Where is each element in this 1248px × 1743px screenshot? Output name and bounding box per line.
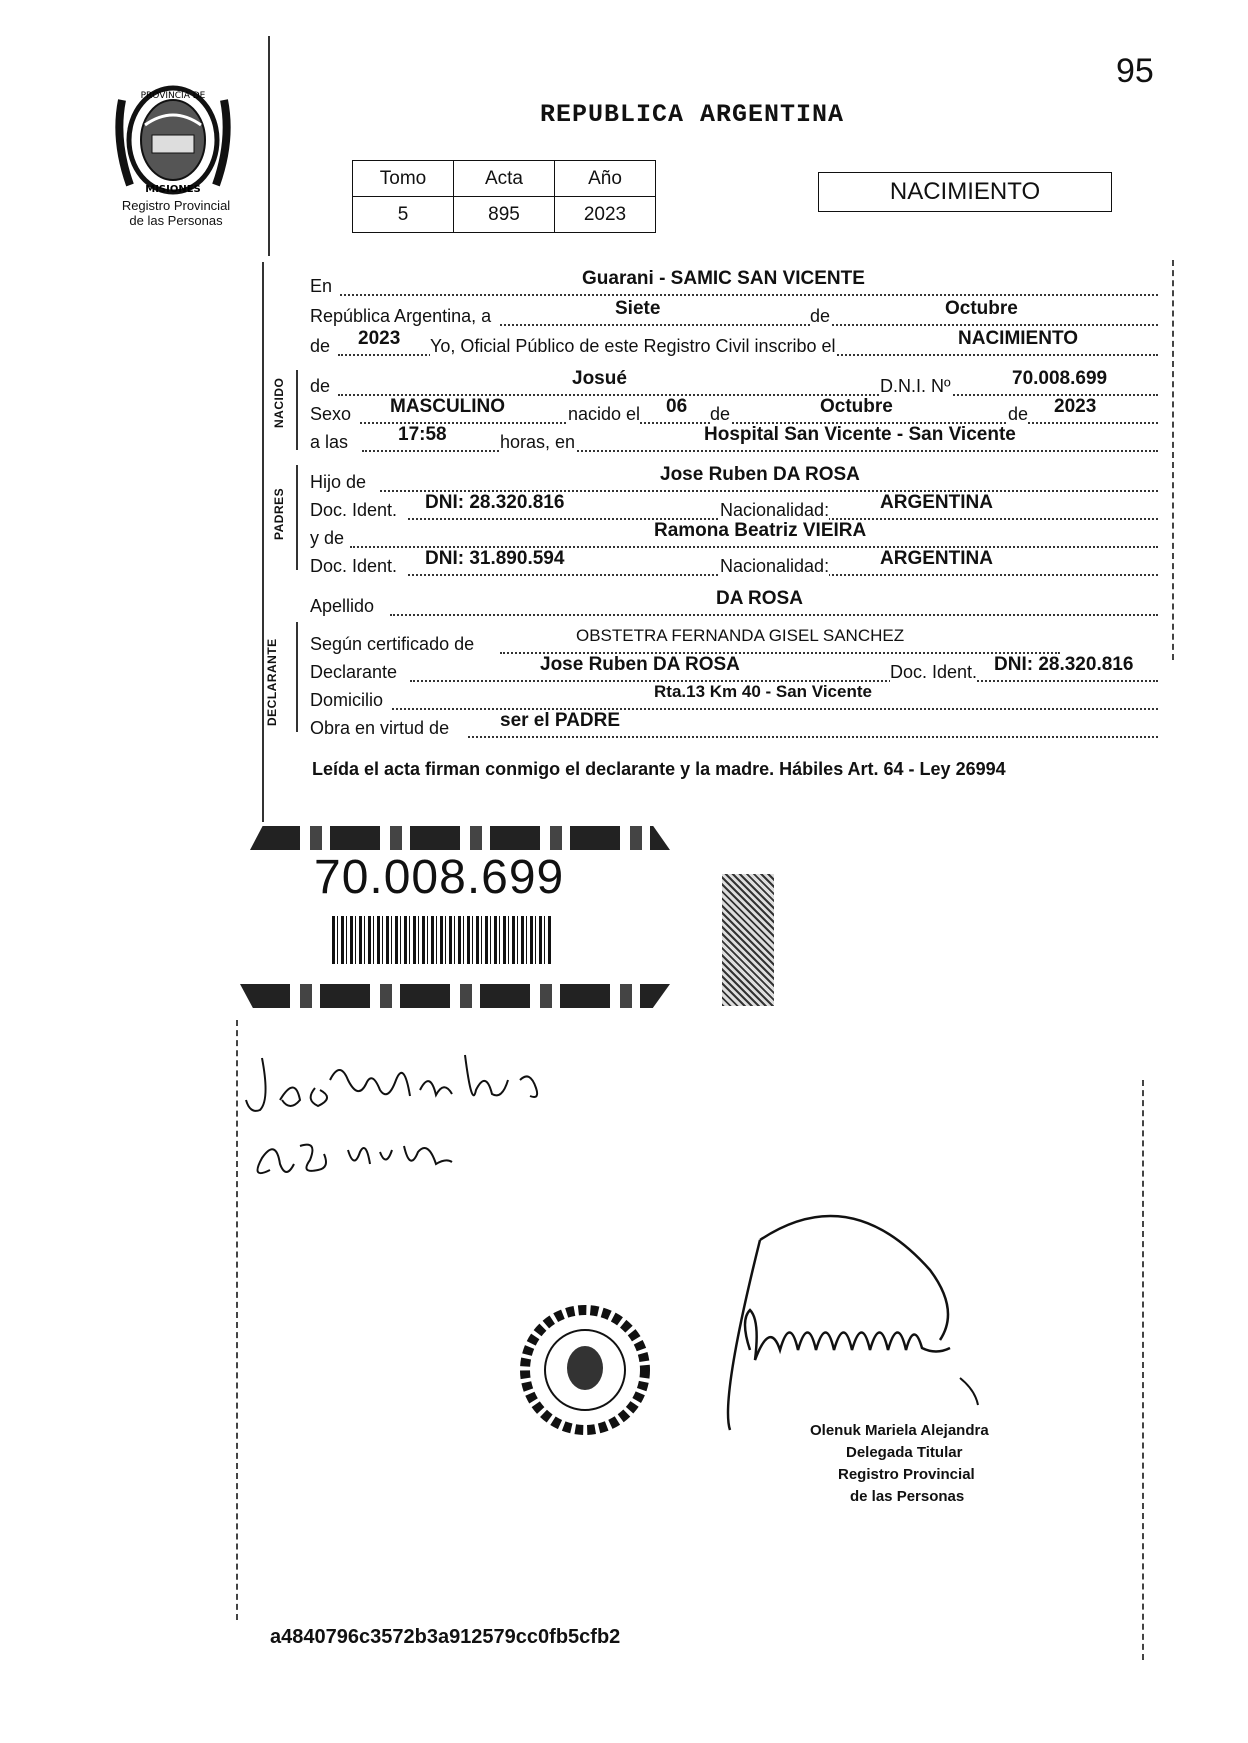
row-nacido-time: a las 17:58 horas, en Hospital San Vicente - San Vicente: [310, 432, 1158, 458]
row-nacido-sex: Sexo MASCULINO nacido el 06 de Octubre de 2023: [310, 404, 1158, 430]
birth-place: Hospital San Vicente - San Vicente: [704, 424, 1016, 445]
header-acta: Acta: [454, 161, 555, 197]
country-title: REPUBLICA ARGENTINA: [540, 100, 845, 129]
value-acta: 895: [454, 197, 555, 233]
security-band-bottom: [240, 984, 670, 1008]
place-value: Guarani - SAMIC SAN VICENTE: [582, 268, 865, 289]
declarant-name: Jose Ruben DA ROSA: [540, 654, 740, 675]
official-org-2: de las Personas: [850, 1488, 965, 1505]
row-date: República Argentina, a Siete de Octubre: [310, 306, 1158, 332]
father-name: Jose Ruben DA ROSA: [660, 464, 860, 485]
official-stamp-text: [810, 1420, 989, 1508]
margin-line: [268, 36, 270, 256]
surname-value: DA ROSA: [716, 588, 803, 609]
section-line-padres: [296, 465, 298, 570]
declarant-signature: [240, 1040, 580, 1210]
child-name: Josué: [572, 368, 627, 389]
row-surname: Apellido DA ROSA: [310, 596, 1158, 622]
row-declarant: Declarante Jose Ruben DA ROSA Doc. Ident. DNI: 28.320.816: [310, 662, 1158, 688]
barcode: [332, 916, 552, 964]
value-tomo: 5: [353, 197, 454, 233]
official-name: Olenuk Mariela Alejandra: [810, 1422, 989, 1439]
page-number: 95: [1116, 52, 1154, 90]
row-place: En Guarani - SAMIC SAN VICENTE: [310, 276, 1158, 302]
row-certificate: Según certificado de OBSTETRA FERNANDA GISEL SANCHEZ: [310, 634, 1158, 660]
mother-name: Ramona Beatriz VIEIRA: [654, 520, 867, 541]
official-round-stamp: [520, 1270, 650, 1470]
row-father: Hijo de Jose Ruben DA ROSA: [310, 472, 1158, 498]
dni-large-number: 70.008.699: [314, 851, 565, 904]
day-value: Siete: [615, 298, 661, 319]
closing-text: Leída el acta firman conmigo el declarante y la madre. Hábiles Art. 64 - Ley 26994: [312, 759, 1006, 779]
header-tomo: Tomo: [353, 161, 454, 197]
row-domicile: Domicilio Rta.13 Km 40 - San Vicente: [310, 690, 1158, 716]
act-word-value: NACIMIENTO: [958, 328, 1078, 349]
birth-day: 06: [666, 396, 688, 417]
svg-text:PROVINCIA DE: PROVINCIA DE: [140, 91, 206, 101]
header-anio: Año: [555, 161, 656, 197]
section-label-nacido: NACIDO: [272, 377, 286, 428]
scan-edge-left: [236, 1020, 238, 1620]
birth-month: Octubre: [820, 396, 893, 417]
official-org-1: Registro Provincial: [838, 1466, 975, 1483]
certificate-value: OBSTETRA FERNANDA GISEL SANCHEZ: [576, 626, 905, 645]
scan-edge-right-2: [1142, 1080, 1144, 1660]
child-dni: 70.008.699: [1012, 368, 1108, 389]
official-signature: [700, 1200, 1100, 1440]
father-nationality: ARGENTINA: [880, 492, 993, 513]
hologram-seal: [722, 874, 774, 1006]
section-label-padres: PADRES: [272, 487, 286, 540]
scan-edge-right: [1172, 260, 1174, 660]
section-line-nacido: [296, 370, 298, 450]
value-anio: 2023: [555, 197, 656, 233]
declarant-doc: DNI: 28.320.816: [994, 654, 1134, 675]
document-hash: a4840796c3572b3a912579cc0fb5cfb2: [270, 1626, 621, 1648]
row-officer: de 2023 Yo, Oficial Público de este Registro Civil inscribo el NACIMIENTO: [310, 336, 1158, 362]
row-mother-doc: Doc. Ident. DNI: 31.890.594 Nacionalidad: ARGENTINA: [310, 556, 1158, 582]
birth-year: 2023: [1054, 396, 1097, 417]
registry-caption: Registro Provincial de las Personas: [121, 198, 231, 228]
section-line-declarante: [296, 622, 298, 732]
birth-time: 17:58: [398, 424, 447, 445]
mother-nationality: ARGENTINA: [880, 548, 993, 569]
obra-value: ser el PADRE: [500, 710, 621, 731]
child-sex: MASCULINO: [390, 396, 506, 417]
row-father-doc: Doc. Ident. DNI: 28.320.816 Nacionalidad: ARGENTINA: [310, 500, 1158, 526]
row-nacido-name: de Josué D.N.I. Nº 70.008.699: [310, 376, 1158, 402]
row-mother: y de Ramona Beatriz VIEIRA: [310, 528, 1158, 554]
section-label-declarante: DECLARANTE: [265, 638, 279, 726]
security-band-top: [250, 826, 670, 850]
act-type-box: NACIMIENTO: [818, 172, 1112, 212]
domicile-value: Rta.13 Km 40 - San Vicente: [654, 682, 872, 701]
misiones-coat-of-arms-logo: [112, 80, 234, 200]
row-obra: Obra en virtud de ser el PADRE: [310, 718, 1158, 744]
month-value: Octubre: [945, 298, 1018, 319]
margin-line: [262, 262, 264, 822]
svg-text:MISIONES: MISIONES: [145, 184, 201, 195]
year-value: 2023: [358, 328, 401, 349]
tomo-acta-anio-table: [352, 160, 656, 233]
father-doc: DNI: 28.320.816: [425, 492, 565, 513]
official-role: Delegada Titular: [846, 1444, 963, 1461]
mother-doc: DNI: 31.890.594: [425, 548, 565, 569]
